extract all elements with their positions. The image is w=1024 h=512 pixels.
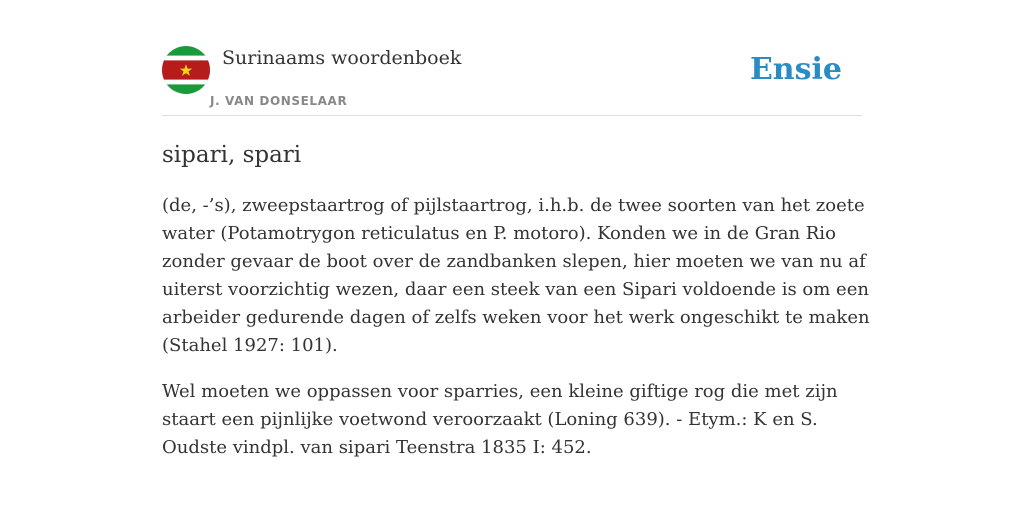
- dictionary-title-link[interactable]: Surinaams woordenboek: [222, 47, 462, 69]
- dictionary-header: [162, 46, 862, 116]
- dictionary-author: J. VAN DONSELAAR: [210, 94, 348, 108]
- entry-headword: sipari, spari: [162, 142, 302, 168]
- ensie-logo-link[interactable]: Ensie: [749, 52, 842, 87]
- entry-definition: [162, 192, 872, 480]
- definition-paragraph: Wel moeten we oppassen voor sparries, een kleine giftige rog die met zijn staart een pijnlijke voetwond veroorzaakt (Loning 639). - Etym.: K en S. Oudste vindpl. van sipari Teenstra 1835 I: 452.: [162, 381, 838, 458]
- suriname-flag-icon: [162, 46, 210, 94]
- definition-paragraph: (de, -’s), zweepstaartrog of pijlstaartrog, i.h.b. de twee soorten van het zoete water (Potamotrygon reticulatus en P. motoro). Konden we in de Gran Rio zonder gevaar de boot over de zandbanken slepen, hier moeten we van nu af uiterst voorzichtig wezen, daar een steek van een Sipari voldoende is om een arbeider gedurende dagen of zelfs weken voor het werk ongeschikt te maken (Stahel 1927: 101).: [162, 195, 870, 356]
- header-divider: [162, 115, 862, 116]
